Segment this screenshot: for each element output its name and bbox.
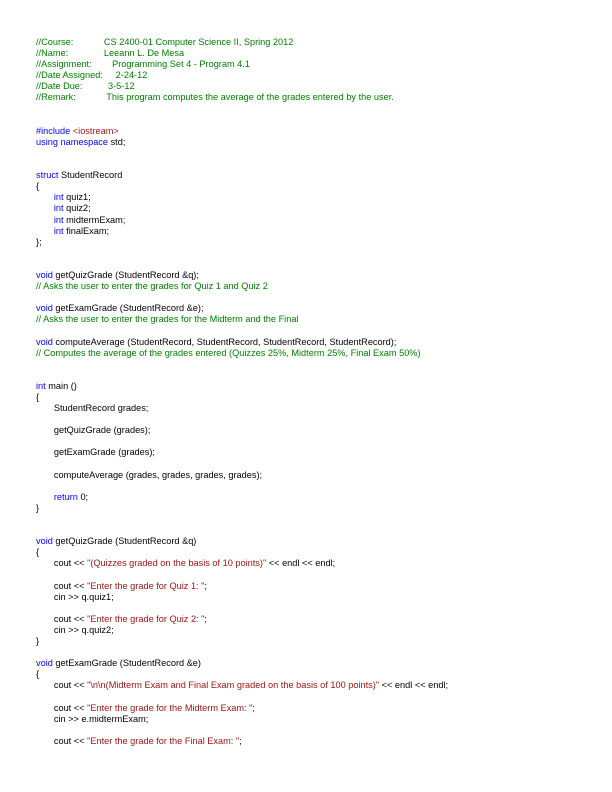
code-text: << endl << endl; <box>379 680 449 691</box>
code-comment: // Computes the average of the grades entered (Quizzes 25%, Midterm 25%, Final Exam 50%) <box>36 347 421 358</box>
code-text: getExamGrade (grades); <box>36 447 155 458</box>
code-text: { <box>36 181 40 192</box>
code-line <box>36 725 448 736</box>
code-string: <iostream> <box>72 125 119 136</box>
code-line <box>36 148 448 159</box>
code-line <box>36 237 448 248</box>
code-text: { <box>36 669 40 680</box>
code-line <box>36 692 448 703</box>
code-string: "(Quizzes graded on the basis of 10 points)" <box>87 558 267 569</box>
code-keyword: int <box>53 214 67 225</box>
code-keyword: void <box>36 536 56 547</box>
code-line <box>36 370 448 381</box>
code-line <box>36 614 448 625</box>
code-line <box>36 436 448 447</box>
code-line <box>36 658 448 669</box>
code-text: << endl << endl; <box>266 558 336 569</box>
code-text: cin >> q.quiz2; <box>36 624 114 635</box>
code-line <box>36 259 448 270</box>
code-line <box>36 81 448 92</box>
code-comment: //Assignment: Programming Set 4 - Program 4.1 <box>36 59 250 70</box>
code-line <box>36 215 448 226</box>
code-text: cin >> e.midtermExam; <box>36 713 149 724</box>
code-line <box>36 425 448 436</box>
code-text <box>36 215 54 225</box>
code-comment: //Course: CS 2400-01 Computer Science II, Spring 2012 <box>36 37 294 47</box>
code-line <box>36 403 448 414</box>
code-line <box>36 170 448 181</box>
code-text: } <box>36 636 40 647</box>
code-keyword: return <box>53 491 81 502</box>
code-line <box>36 592 448 603</box>
code-line <box>36 248 448 259</box>
code-text: std; <box>110 136 126 147</box>
code-line <box>36 359 448 370</box>
code-text: cout << <box>36 702 88 713</box>
code-text <box>36 192 54 202</box>
code-keyword: void <box>36 303 56 314</box>
code-text <box>36 203 54 213</box>
code-line <box>36 392 448 403</box>
code-text: StudentRecord <box>61 170 123 181</box>
code-line <box>36 414 448 425</box>
code-line <box>36 581 448 592</box>
code-string: "Enter the grade for the Midterm Exam: " <box>87 702 253 713</box>
code-text: cin >> q.quiz1; <box>36 591 114 602</box>
code-text: { <box>36 547 40 558</box>
code-text: { <box>36 392 40 402</box>
code-line <box>36 70 448 81</box>
code-keyword: void <box>36 269 56 280</box>
code-line <box>36 292 448 303</box>
code-keyword: #include <box>36 125 73 136</box>
code-text: }; <box>36 236 42 247</box>
code-line <box>36 481 448 492</box>
code-line <box>36 525 448 536</box>
code-text: quiz2; <box>66 203 91 214</box>
code-comment: // Asks the user to enter the grades for the Midterm and the Final <box>36 314 299 325</box>
code-line <box>36 459 448 470</box>
code-line <box>36 514 448 525</box>
code-comment: // Asks the user to enter the grades for Quiz 1 and Quiz 2 <box>36 281 268 292</box>
code-line <box>36 736 448 747</box>
code-line <box>36 492 448 503</box>
code-line <box>36 625 448 636</box>
code-line <box>36 470 448 481</box>
code-keyword: int <box>36 380 49 391</box>
code-text: ; <box>252 702 255 713</box>
code-line <box>36 314 448 325</box>
code-line <box>36 536 448 547</box>
code-text: StudentRecord grades; <box>36 403 149 414</box>
code-text: getQuizGrade (grades); <box>36 425 151 436</box>
code-line <box>36 714 448 725</box>
code-text: cout << <box>36 613 88 624</box>
code-text: computeAverage (grades, grades, grades, grades); <box>36 469 263 480</box>
code-text <box>36 226 54 236</box>
code-keyword: using namespace <box>36 136 111 147</box>
code-line <box>36 669 448 680</box>
code-line <box>36 37 448 48</box>
code-comment: //Date Due: 3-5-12 <box>36 81 135 92</box>
code-line <box>36 348 448 359</box>
code-line <box>36 226 448 237</box>
code-line <box>36 447 448 458</box>
code-text: quiz1; <box>66 192 91 203</box>
code-line <box>36 115 448 126</box>
code-line <box>36 703 448 714</box>
code-line <box>36 636 448 647</box>
code-line <box>36 337 448 348</box>
code-string: "Enter the grade for Quiz 1: " <box>87 580 205 591</box>
code-text: getExamGrade (StudentRecord &e); <box>55 303 204 314</box>
code-text: cout << <box>36 680 88 691</box>
code-text: } <box>36 502 40 513</box>
code-keyword: void <box>36 336 56 347</box>
code-line <box>36 303 448 314</box>
code-line <box>36 137 448 148</box>
code-text: cout << <box>36 558 88 569</box>
source-code-listing <box>36 37 448 747</box>
code-comment: //Remark: This program computes the average of the grades entered by the user. <box>36 92 394 103</box>
code-line <box>36 192 448 203</box>
code-line <box>36 647 448 658</box>
code-line <box>36 48 448 59</box>
code-keyword: void <box>36 658 56 669</box>
code-string: "\n\n(Midterm Exam and Final Exam graded on the basis of 100 points)" <box>87 680 380 691</box>
code-keyword: struct <box>36 170 62 181</box>
code-line <box>36 59 448 70</box>
code-text: ; <box>204 580 207 591</box>
code-line <box>36 381 448 392</box>
code-text: 0; <box>80 491 89 502</box>
code-keyword: int <box>53 203 67 214</box>
code-line <box>36 159 448 170</box>
code-line <box>36 281 448 292</box>
code-text: computeAverage (StudentRecord, StudentRecord, StudentRecord, StudentRecord); <box>55 336 397 347</box>
code-line <box>36 325 448 336</box>
code-line <box>36 181 448 192</box>
code-line <box>36 270 448 281</box>
code-text: ; <box>239 735 242 746</box>
code-line <box>36 203 448 214</box>
code-line <box>36 570 448 581</box>
code-line <box>36 603 448 614</box>
code-line <box>36 126 448 137</box>
code-text: cout << <box>36 580 88 591</box>
code-line <box>36 503 448 514</box>
code-text: getQuizGrade (StudentRecord &q); <box>55 269 199 280</box>
code-text: midtermExam; <box>66 214 126 225</box>
code-line <box>36 104 448 115</box>
code-line <box>36 547 448 558</box>
code-comment: //Date Assigned: 2-24-12 <box>36 70 148 81</box>
code-string: "Enter the grade for the Final Exam: " <box>87 735 240 746</box>
code-text: cout << <box>36 735 88 746</box>
code-text <box>36 492 54 502</box>
code-text: getQuizGrade (StudentRecord &q) <box>55 536 197 547</box>
code-keyword: int <box>53 192 67 203</box>
code-text: finalExam; <box>66 225 110 236</box>
code-text: ; <box>204 613 207 624</box>
code-keyword: int <box>53 225 67 236</box>
code-line <box>36 92 448 103</box>
code-comment: //Name: Leeann L. De Mesa <box>36 48 185 59</box>
code-text: getExamGrade (StudentRecord &e) <box>55 658 201 669</box>
code-text: main () <box>48 380 77 391</box>
code-line <box>36 558 448 569</box>
code-line <box>36 680 448 691</box>
code-string: "Enter the grade for Quiz 2: " <box>87 613 205 624</box>
